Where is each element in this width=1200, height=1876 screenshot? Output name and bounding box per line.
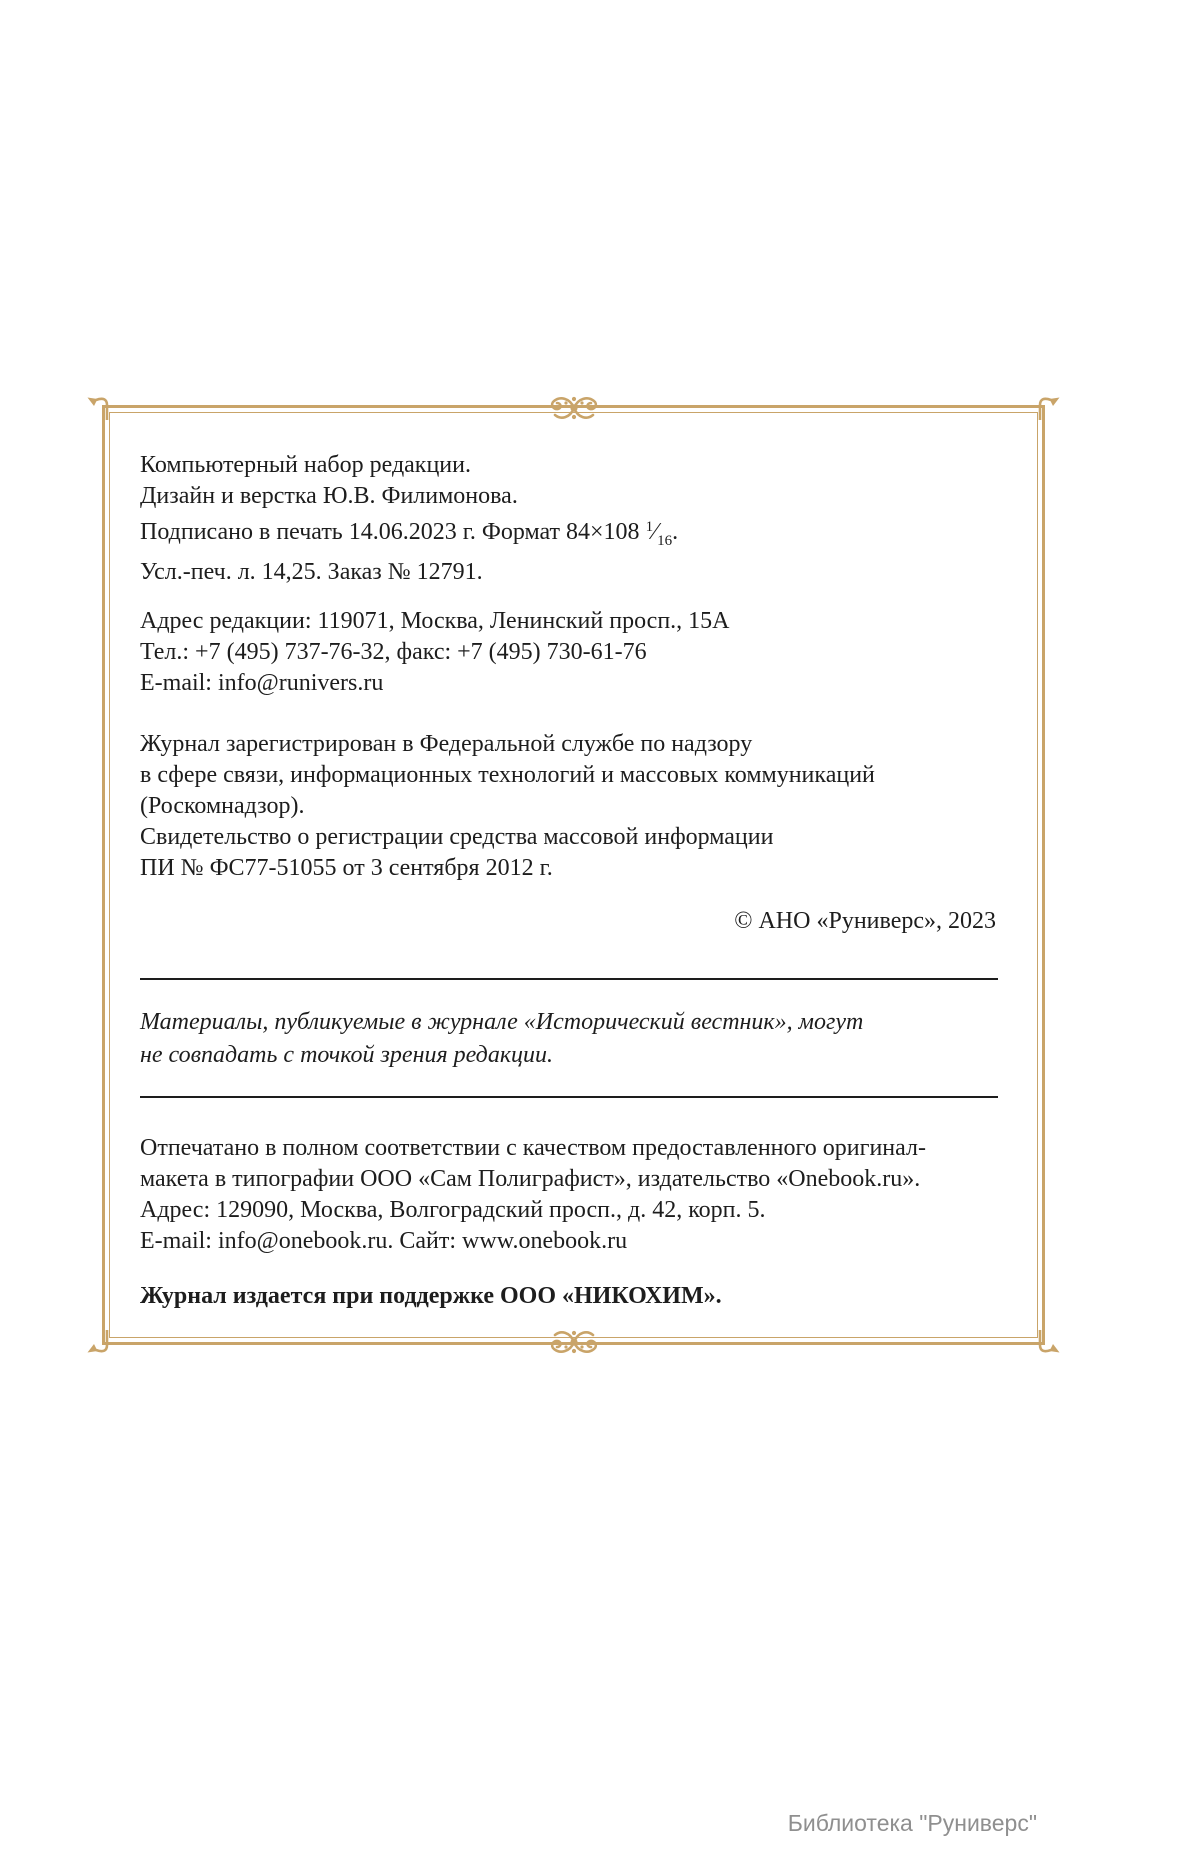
disclaimer-line: не совпадать с точкой зрения редакции.	[140, 1042, 554, 1068]
printing-line: Отпечатано в полном соответствии с качеством предоставленного оригинал-	[140, 1135, 926, 1161]
copyright-line	[140, 906, 998, 937]
production-block	[140, 450, 998, 588]
fraction-numerator: 1	[645, 519, 654, 535]
corner-flourish-icon	[83, 1330, 109, 1356]
corner-flourish-icon	[1038, 394, 1064, 420]
registration-line: Свидетельство о регистрации средства массовой информации	[140, 824, 774, 850]
decorative-frame	[102, 405, 1045, 1345]
email-line: E-mail: info@runivers.ru	[140, 670, 384, 696]
colophon-content	[140, 408, 998, 1342]
printing-line: макета в типографии ООО «Сам Полиграфист», издательство «Onebook.ru».	[140, 1166, 921, 1192]
registration-line: (Роскомнадзор).	[140, 793, 305, 819]
address-line: Адрес редакции: 119071, Москва, Ленинский просп., 15А	[140, 608, 730, 634]
registration-line: Журнал зарегистрирован в Федеральной службе по надзору	[140, 731, 753, 757]
printing-line: E-mail: info@onebook.ru. Сайт: www.onebook.ru	[140, 1228, 628, 1254]
fraction-slash: ⁄	[653, 519, 658, 545]
registration-line: в сфере связи, информационных технологий и массовых коммуникаций	[140, 762, 875, 788]
phone-line: Тел.: +7 (495) 737-76-32, факс: +7 (495) 730-61-76	[140, 639, 647, 665]
production-line: Компьютерный набор редакции.	[140, 452, 471, 478]
address-block	[140, 606, 998, 699]
support-text: Журнал издается при поддержке ООО «НИКОХИМ».	[140, 1283, 722, 1309]
order-line: Усл.-печ. л. 14,25. Заказ № 12791.	[140, 559, 483, 585]
printing-line: Адрес: 129090, Москва, Волгоградский просп., д. 42, корп. 5.	[140, 1197, 766, 1223]
fraction-denominator: 16	[657, 533, 673, 549]
corner-flourish-icon	[83, 394, 109, 420]
production-line: Дизайн и верстка Ю.В. Филимонова.	[140, 483, 518, 509]
printing-block	[140, 1133, 998, 1257]
library-watermark: Библиотека "Руниверс"	[787, 1810, 1037, 1836]
support-line	[140, 1281, 998, 1312]
registration-block	[140, 729, 998, 884]
disclaimer-line: Материалы, публикуемые в журнале «Исторический вестник», могут	[140, 1009, 864, 1035]
format-prefix: Подписано в печать 14.06.2023 г. Формат 84×108	[140, 519, 646, 545]
format-suffix: .	[672, 519, 679, 545]
corner-flourish-icon	[1038, 1330, 1064, 1356]
print-format-line	[140, 512, 998, 557]
format-fraction	[645, 519, 673, 549]
divider-rule-bottom	[140, 1096, 998, 1098]
registration-line: ПИ № ФС77-51055 от 3 сентября 2012 г.	[140, 855, 553, 881]
copyright-text: © АНО «Руниверс», 2023	[734, 908, 996, 934]
disclaimer-block	[140, 1006, 998, 1072]
divider-rule-top	[140, 978, 998, 980]
